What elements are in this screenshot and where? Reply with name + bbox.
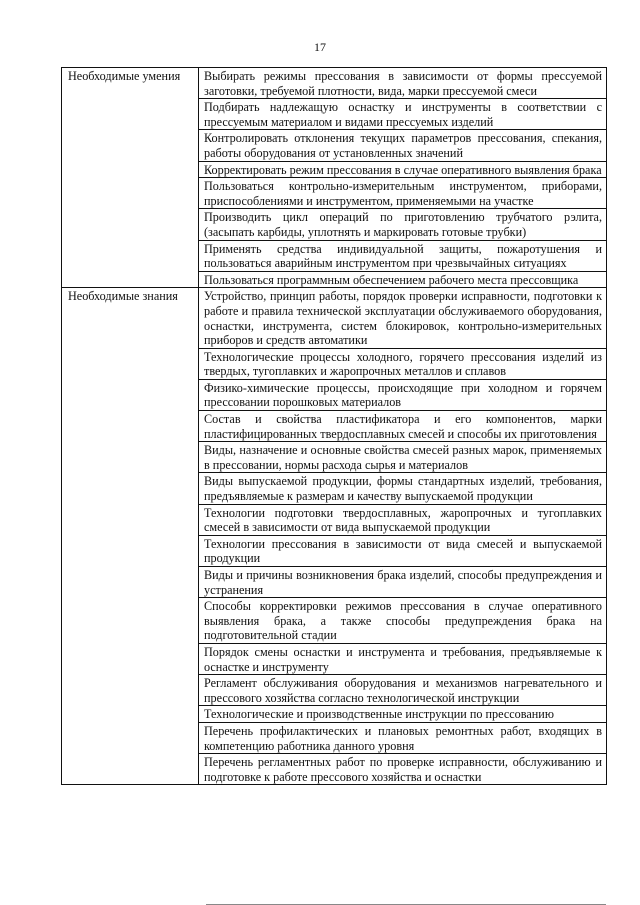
- requirement-item: Состав и свойства пластификатора и его компонентов, марки пластифицированных твердосплавных смесей и способы их приготовления: [199, 411, 607, 442]
- requirement-item: Виды, назначение и основные свойства смесей разных марок, применяемых в прессовании, нормы расхода сырья и материалов: [199, 442, 607, 473]
- requirement-item: Выбирать режимы прессования в зависимости от формы прессуемой заготовки, требуемой плотности, вида, марки прессуемой смеси: [199, 68, 607, 99]
- section-label: Необходимые умения: [62, 68, 199, 288]
- requirement-item: Виды и причины возникновения брака изделий, способы предупреждения и устранения: [199, 567, 607, 598]
- requirement-item: Виды выпускаемой продукции, формы стандартных изделий, требования, предъявляемые к размерам и качеству выпускаемой продукции: [199, 473, 607, 504]
- requirement-item: Контролировать отклонения текущих параметров прессования, спекания, работы оборудования от установленных значений: [199, 130, 607, 161]
- requirements-table-body: [62, 68, 607, 785]
- requirement-item: Технологии прессования в зависимости от вида смесей и выпускаемой продукции: [199, 535, 607, 566]
- requirement-item: Физико-химические процессы, происходящие при холодном и горячем прессовании порошковых материалов: [199, 379, 607, 410]
- table-row: [62, 288, 607, 348]
- requirement-item: Технологии подготовки твердосплавных, жаропрочных и тугоплавких смесей в зависимости от вида выпускаемой продукции: [199, 504, 607, 535]
- table-row: [62, 68, 607, 99]
- requirement-item: Технологические и производственные инструкции по прессованию: [199, 706, 607, 723]
- section-label: Необходимые знания: [62, 288, 199, 785]
- requirement-item: Применять средства индивидуальной защиты, пожаротушения и пользоваться аварийным инструментом при чрезвычайных ситуациях: [199, 240, 607, 271]
- requirement-item: Подбирать надлежащую оснастку и инструменты в соответствии с прессуемым материалом и видами прессуемых изделий: [199, 99, 607, 130]
- requirement-item: Порядок смены оснастки и инструмента и требования, предъявляемые к оснастке и инструменту: [199, 643, 607, 674]
- requirement-item: Регламент обслуживания оборудования и механизмов нагревательного и прессового хозяйства согласно технологической инструкции: [199, 675, 607, 706]
- requirements-table: [61, 67, 607, 785]
- requirement-item: Производить цикл операций по приготовлению трубчатого рэлита, (засыпать карбиды, уплотнять и маркировать готовые трубки): [199, 209, 607, 240]
- requirement-item: Перечень профилактических и плановых ремонтных работ, входящих в компетенцию работника данного уровня: [199, 722, 607, 753]
- requirement-item: Корректировать режим прессования в случае оперативного выявления брака: [199, 161, 607, 178]
- requirement-item: Перечень регламентных работ по проверке исправности, обслуживанию и подготовке к работе прессового хозяйства и оснастки: [199, 754, 607, 785]
- requirement-item: Способы корректировки режимов прессования в случае оперативного выявления брака, а также способы предупреждения брака на подготовительной стадии: [199, 598, 607, 644]
- requirement-item: Пользоваться программным обеспечением рабочего места прессовщика: [199, 271, 607, 288]
- requirement-item: Технологические процессы холодного, горячего прессования изделий из твердых, тугоплавких и жаропрочных металлов и сплавов: [199, 348, 607, 379]
- page-number: 17: [314, 40, 326, 54]
- requirement-item: Пользоваться контрольно-измерительным инструментом, приборами, приспособлениями и инструментом, применяемыми на участке: [199, 178, 607, 209]
- requirement-item: Устройство, принцип работы, порядок проверки исправности, подготовки к работе и правила технической эксплуатации обслуживаемого оборудования, оснастки, инструмента, систем блокировок, контрольно-измерительных приборов и средств автоматики: [199, 288, 607, 348]
